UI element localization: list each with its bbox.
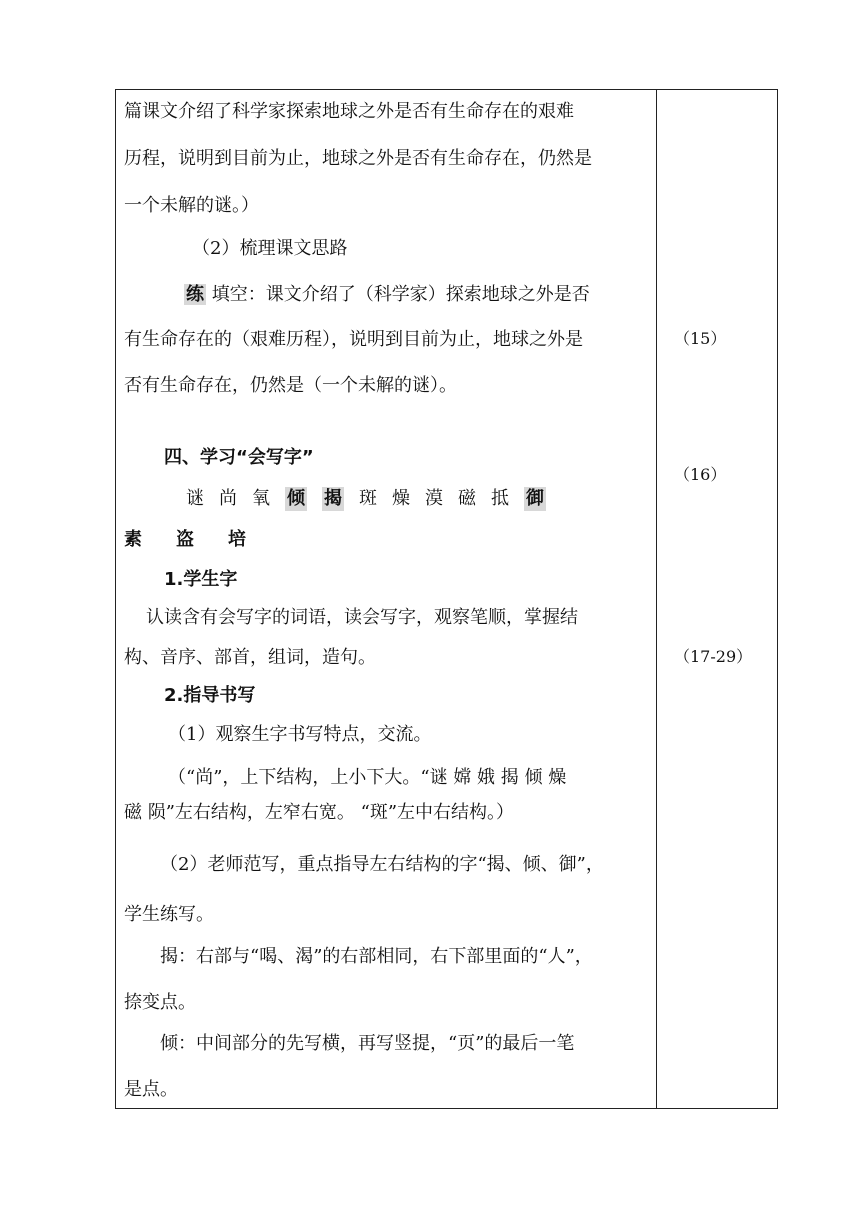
text-line: 倾：中间部分的先写横，再写竖提，“页”的最后一笔	[160, 1033, 575, 1054]
char: 谜	[186, 488, 204, 509]
char-highlighted: 倾	[287, 488, 305, 509]
char: 漠	[425, 488, 443, 509]
text-line: （“尚”，上下结构，上小下大。“谜 嫦 娥 揭 倾 燥	[168, 767, 567, 788]
time-note: （16）	[674, 465, 727, 484]
text-line: 磁 陨”左右结构，左窄右宽。 “斑”左中右结构。）	[124, 802, 515, 823]
practice-line	[184, 283, 590, 307]
text-line: 一个未解的谜。）	[124, 195, 259, 216]
heading-learn-chars: 1.学生字	[164, 569, 238, 590]
heading-writing-guide: 2.指导书写	[164, 685, 256, 706]
text-line: （1）观察生字书写特点，交流。	[168, 724, 432, 745]
characters-row	[186, 487, 561, 511]
text-line: 历程，说明到目前为止，地球之外是否有生命存在，仍然是	[124, 148, 592, 169]
time-note: （15）	[674, 329, 727, 348]
char-highlighted: 御	[526, 488, 544, 509]
text-line: 捺变点。	[124, 992, 196, 1013]
text-line: 篇课文介绍了科学家探索地球之外是否有生命存在的艰难	[124, 101, 574, 122]
practice-tag: 练	[186, 284, 204, 305]
subheading-sort-ideas: （2）梳理课文思路	[192, 238, 348, 259]
char: 斑	[359, 488, 377, 509]
practice-line: 否有生命存在，仍然是（一个未解的谜）。	[124, 375, 457, 396]
char: 尚	[219, 488, 237, 509]
char: 抵	[491, 488, 509, 509]
text-line: 学生练写。	[124, 904, 214, 925]
text-line: 认读含有会写字的词语，读会写字，观察笔顺，掌握结	[146, 607, 578, 628]
char: 氧	[252, 488, 270, 509]
lesson-table	[115, 89, 778, 1109]
char: 盗	[176, 529, 194, 550]
text-line: （2）老师范写，重点指导左右结构的字“揭、倾、御”，	[160, 854, 604, 875]
characters-row	[124, 528, 246, 552]
text-line: 揭：右部与“喝、渴”的右部相同，右下部里面的“人”，	[160, 946, 593, 967]
char: 培	[228, 529, 246, 550]
practice-line: 有生命存在的（艰难历程），说明到目前为止，地球之外是	[124, 329, 583, 350]
text-line: 是点。	[124, 1079, 178, 1100]
section-heading: 四、学习“会写字”	[164, 447, 314, 468]
char: 燥	[392, 488, 410, 509]
column-divider	[656, 90, 657, 1108]
char: 磁	[458, 488, 476, 509]
time-note: （17-29）	[674, 647, 753, 666]
char-highlighted: 揭	[324, 488, 342, 509]
practice-text: 填空：课文介绍了（科学家）探索地球之外是否	[211, 284, 590, 305]
text-line: 构、音序、部首，组词，造句。	[124, 647, 376, 668]
char: 素	[124, 529, 142, 550]
